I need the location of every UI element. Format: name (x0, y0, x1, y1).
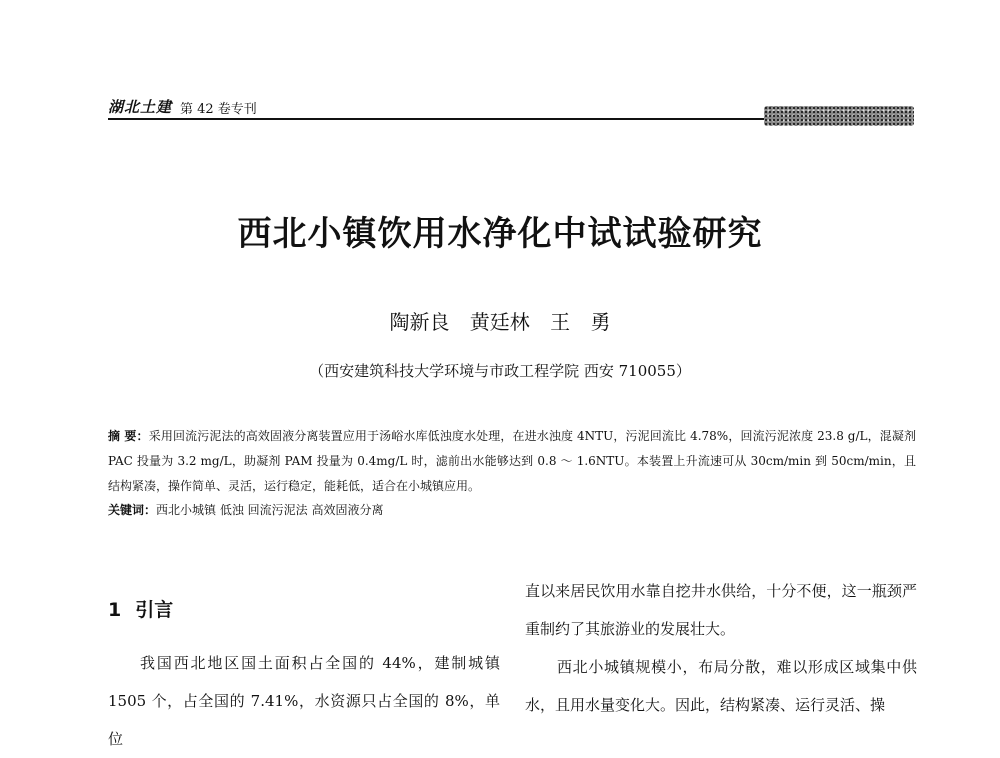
keywords (108, 500, 916, 520)
keywords-text: 西北小城镇 低浊 回流污泥法 高效固液分离 (156, 503, 384, 517)
paragraph-continued: 直以来居民饮用水靠自挖井水供给，十分不便，这一瓶颈严重制约了其旅游业的发展壮大。 (525, 582, 917, 638)
left-column (108, 590, 500, 758)
section-heading (108, 590, 500, 630)
header-rule (108, 118, 768, 120)
right-column (525, 572, 917, 724)
abstract-label: 摘 要： (108, 429, 149, 443)
section-number: 1 (108, 599, 122, 621)
author-list: 陶新良 黄廷林 王 勇 (389, 310, 611, 334)
section-stamp-logo (764, 106, 914, 126)
paragraph: 我国西北地区国土面积占全国的 44%，建制城镇 1505 个，占全国的 7.41%，水资源只占全国的 8%，单位 (108, 654, 500, 748)
section-title: 引言 (135, 599, 174, 621)
abstract-text: 采用回流污泥法的高效固液分离装置应用于汤峪水库低浊度水处理，在进水浊度 4NTU，污泥回流比 4.78%，回流污泥浓度 23.8 g/L，混凝剂 PAC 投量为 3.2 mg/L，助凝剂 PAM 投量为 0.4mg/L 时，滤前出水能够达到 0.8 ～ 1.6NTU。本装置上升流速可从 30cm/min 到 50cm/min，且结构紧凑，操作简单、灵活，运行稳定，能耗低，适合在小城镇应用。 (108, 429, 916, 493)
abstract (108, 424, 916, 499)
affiliation: （西安建筑科技大学环境与市政工程学院 西安 710055） (309, 362, 691, 380)
keywords-label: 关键词： (108, 503, 157, 517)
paragraph: 西北小城镇规模小，布局分散，难以形成区域集中供水，且用水量变化大。因此，结构紧凑、运行灵活、操 (525, 658, 917, 714)
paper-title: 西北小镇饮用水净化中试试验研究 (237, 214, 763, 254)
running-header (108, 92, 914, 130)
issue-label: 第 42 卷专刊 (180, 102, 257, 117)
journal-name: 湖北土建 (108, 98, 173, 116)
